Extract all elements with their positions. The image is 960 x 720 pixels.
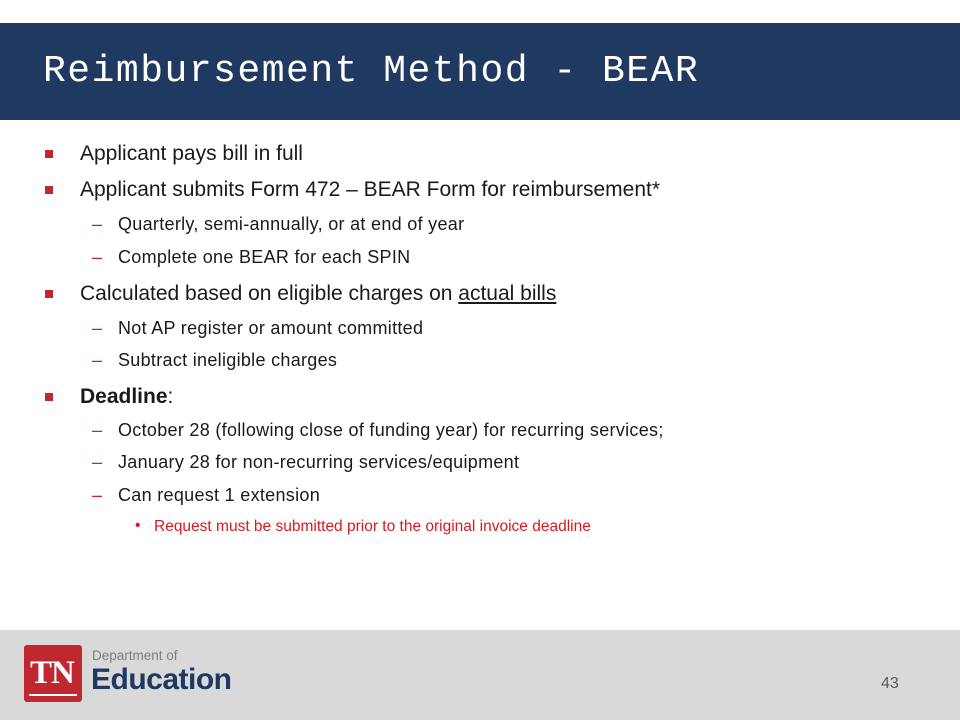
dash-bullet-icon: – <box>92 485 103 505</box>
sub-bullet-item <box>92 485 321 506</box>
square-bullet-icon <box>45 150 53 158</box>
square-bullet-icon <box>45 393 53 401</box>
dash-bullet-icon: – <box>92 420 103 440</box>
sub-bullet-item <box>92 452 520 473</box>
bullet-item <box>80 142 303 166</box>
square-bullet-icon <box>45 290 53 298</box>
bullet-item <box>80 178 660 202</box>
dash-bullet-icon: – <box>92 247 103 267</box>
logo-department-text: Department of <box>92 648 178 663</box>
dash-bullet-icon: – <box>92 350 103 370</box>
bullet-text: Applicant submits Form 472 – BEAR Form for reimbursement* <box>80 178 661 201</box>
bullet-item <box>80 282 556 306</box>
bullet-text: Applicant pays bill in full <box>80 142 303 165</box>
sub-bullet-text: January 28 for non-recurring services/equipment <box>118 452 520 472</box>
note-text: Request must be submitted prior to the original invoice deadline <box>154 518 591 535</box>
bullet-text-bold: Deadline <box>80 385 168 408</box>
bullet-item <box>80 385 173 409</box>
sub-bullet-item <box>92 214 465 235</box>
dash-bullet-icon: – <box>92 318 103 338</box>
sub-bullet-text: Quarterly, semi-annually, or at end of year <box>118 214 465 234</box>
dot-bullet-icon: • <box>135 517 141 534</box>
sub-bullet-item <box>92 247 411 268</box>
logo-education-text: Education <box>91 663 232 696</box>
bullet-text: Calculated based on eligible charges on <box>80 282 459 305</box>
footer-bar <box>0 630 960 720</box>
logo-underline <box>29 694 77 696</box>
sub-bullet-text: Can request 1 extension <box>118 485 321 505</box>
dash-bullet-icon: – <box>92 214 103 234</box>
sub-bullet-text: Not AP register or amount committed <box>118 318 424 338</box>
note-bullet-item <box>135 517 591 536</box>
underlined-text: actual bills <box>458 282 557 305</box>
sub-bullet-item <box>92 318 424 339</box>
sub-bullet-item <box>92 420 664 441</box>
tn-logo <box>24 645 82 702</box>
bullet-text: : <box>167 385 174 408</box>
page-number: 43 <box>881 675 899 692</box>
square-bullet-icon <box>45 186 53 194</box>
sub-bullet-text: Subtract ineligible charges <box>118 350 338 370</box>
sub-bullet-text: Complete one BEAR for each SPIN <box>118 247 411 267</box>
dash-bullet-icon: – <box>92 452 103 472</box>
sub-bullet-text: October 28 (following close of funding year) for recurring services; <box>118 420 664 440</box>
slide-title: Reimbursement Method - BEAR <box>43 50 700 93</box>
sub-bullet-item <box>92 350 338 371</box>
title-bar <box>0 23 960 120</box>
tn-logo-text: TN <box>30 655 74 691</box>
